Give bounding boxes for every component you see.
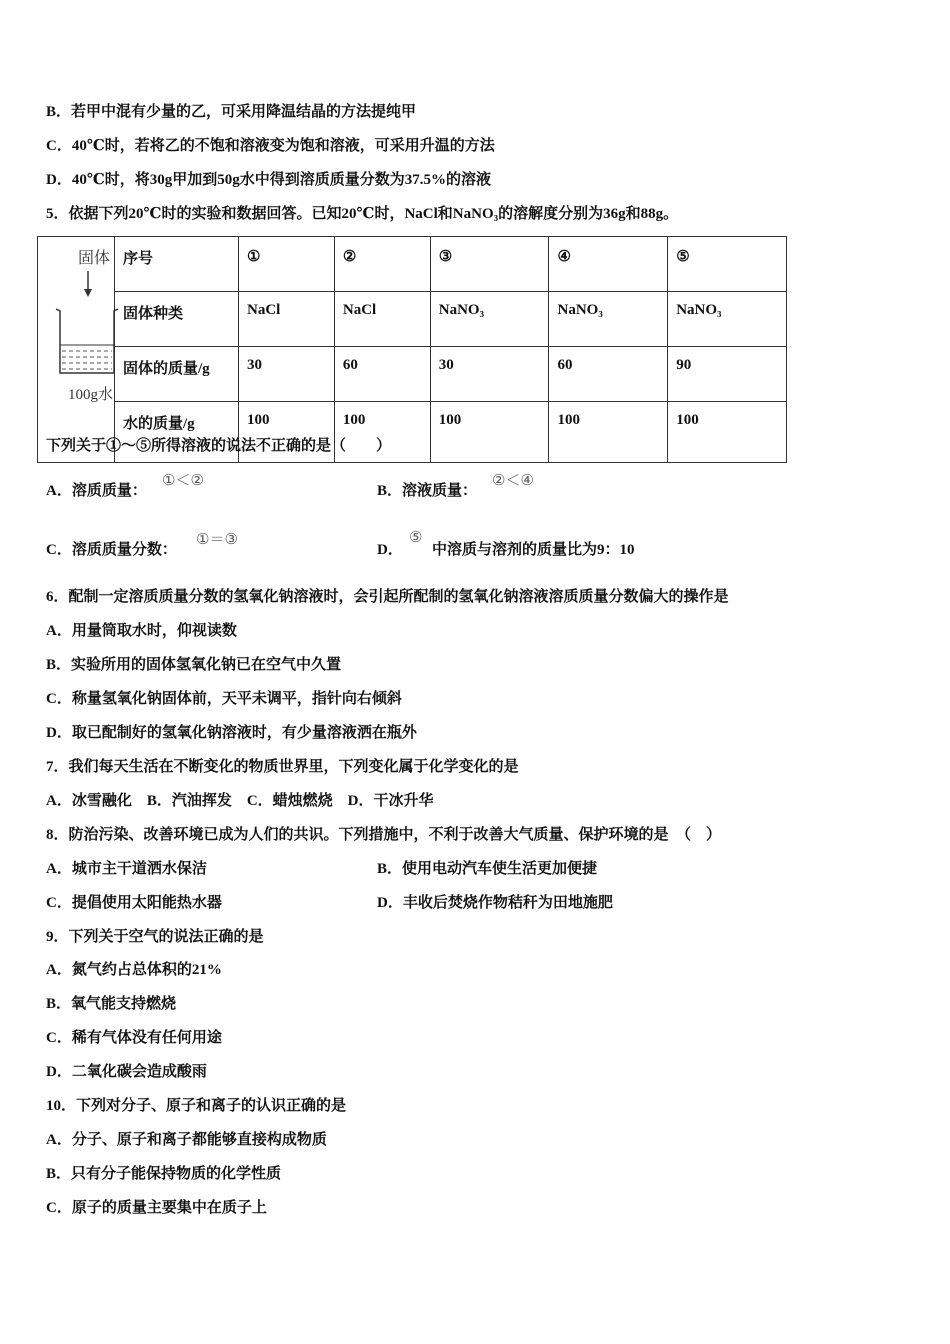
q10-option-a: A．分子、原子和离子都能够直接构成物质 <box>46 1132 327 1148</box>
table-cell: NaCl <box>239 292 335 347</box>
q8-option-b: B．使用电动汽车使生活更加便捷 <box>377 861 598 877</box>
q6-option-c: C．称量氢氧化钠固体前，天平未调平，指针向右倾斜 <box>46 691 402 707</box>
q5-option-c-formula: ①＝③ <box>196 532 238 548</box>
q10-option-c: C．原子的质量主要集中在质子上 <box>46 1200 267 1216</box>
row-header: 固体的质量/g <box>115 347 239 402</box>
q8-option-a: A．城市主干道洒水保洁 <box>46 861 207 877</box>
q5-option-b: B．溶液质量： <box>377 483 478 499</box>
q6-option-a: A．用量筒取水时，仰视读数 <box>46 623 237 639</box>
table-cell: NaNO₃ <box>549 292 668 347</box>
table-cell: 90 <box>668 347 787 402</box>
q5-option-c: C．溶质质量分数： <box>46 542 177 558</box>
q4-option-d: D．40℃时，将30g甲加到50g水中得到溶质质量分数为37.5%的溶液 <box>46 172 492 188</box>
q5-option-a: A．溶质质量： <box>46 483 147 499</box>
table-cell: 100 <box>334 402 430 463</box>
table-cell: 100 <box>239 402 335 463</box>
table-cell: 60 <box>549 347 668 402</box>
solid-label: 固体 <box>78 250 111 267</box>
q5-option-b-formula: ②＜④ <box>492 473 534 489</box>
q6-option-d: D．取已配制好的氢氧化钠溶液时，有少量溶液洒在瓶外 <box>46 725 417 741</box>
water-label: 100g水 <box>68 387 114 403</box>
table-cell: 100 <box>549 402 668 463</box>
q7-stem: 7．我们每天生活在不断变化的物质世界里，下列变化属于化学变化的是 <box>46 759 519 775</box>
table-cell: 100 <box>668 402 787 463</box>
q4-option-c: C．40℃时，若将乙的不饱和溶液变为饱和溶液，可采用升温的方法 <box>46 138 495 154</box>
q5-option-d-formula: ⑤ <box>409 530 423 546</box>
q9-option-c: C．稀有气体没有任何用途 <box>46 1030 222 1046</box>
q7-options: A．冰雪融化 B．汽油挥发 C．蜡烛燃烧 D．干冰升华 <box>46 793 434 809</box>
table-cell: ② <box>334 237 430 292</box>
q8-stem: 8．防治污染、改善环境已成为人们的共识。下列措施中，不利于改善大气质量、保护环境的是 （ ） <box>46 827 722 843</box>
q9-option-b: B．氧气能支持燃烧 <box>46 996 177 1012</box>
table-cell: 30 <box>430 347 549 402</box>
table-cell: NaNO₃ <box>668 292 787 347</box>
q6-option-b: B．实验所用的固体氢氧化钠已在空气中久置 <box>46 657 342 673</box>
row-header: 序号 <box>115 237 239 292</box>
q5-question: 下列关于①～⑤所得溶液的说法不正确的是（ ） <box>46 438 392 454</box>
q8-option-d: D．丰收后焚烧作物秸秆为田地施肥 <box>377 895 613 911</box>
q10-option-b: B．只有分子能保持物质的化学性质 <box>46 1166 282 1182</box>
q8-option-c: C．提倡使用太阳能热水器 <box>46 895 222 911</box>
beaker-icon <box>50 271 126 391</box>
q9-option-d: D．二氧化碳会造成酸雨 <box>46 1064 207 1080</box>
table-cell: 60 <box>334 347 430 402</box>
row-header: 固体种类 <box>115 292 239 347</box>
q5-option-d: D． <box>377 542 403 558</box>
q10-stem: 10．下列对分子、原子和离子的认识正确的是 <box>46 1098 347 1114</box>
q6-stem: 6．配制一定溶质质量分数的氢氧化钠溶液时，会引起所配制的氢氧化钠溶液溶质质量分数偏大的操作是 <box>46 589 729 605</box>
q5-option-d-text: 中溶质与溶剂的质量比为9：10 <box>432 542 635 558</box>
q9-option-a: A．氮气约占总体积的21% <box>46 962 222 978</box>
table-cell: 30 <box>239 347 335 402</box>
q5-stem: 5．依据下列20℃时的实验和数据回答。已知20℃时，NaCl和NaNO₃的溶解度分别为36g和88g。 <box>46 206 679 222</box>
table-cell: ③ <box>430 237 549 292</box>
q5-data-table <box>37 236 787 463</box>
table-cell: NaNO₃ <box>430 292 549 347</box>
q9-stem: 9．下列关于空气的说法正确的是 <box>46 929 264 945</box>
beaker-figure <box>38 237 115 463</box>
table-cell: 100 <box>430 402 549 463</box>
table-cell: NaCl <box>334 292 430 347</box>
q5-option-a-formula: ①＜② <box>162 473 204 489</box>
table-cell: ① <box>239 237 335 292</box>
table-cell: ⑤ <box>668 237 787 292</box>
q4-option-b: B．若甲中混有少量的乙，可采用降温结晶的方法提纯甲 <box>46 104 417 120</box>
row-header: 水的质量/g <box>115 402 239 463</box>
table-cell: ④ <box>549 237 668 292</box>
